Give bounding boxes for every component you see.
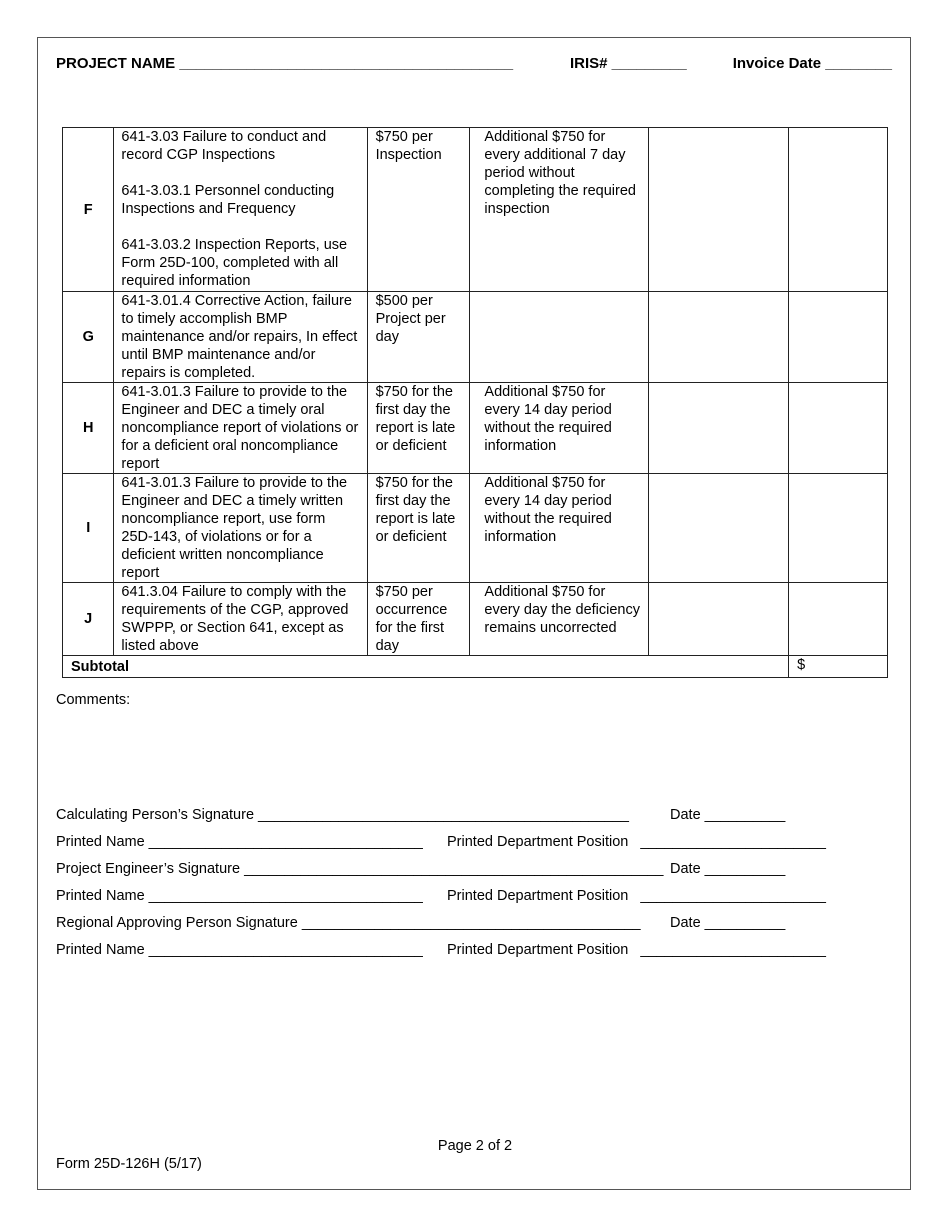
row-letter: H (63, 383, 114, 474)
row-additional: Additional $750 for every day the deficiency remains uncorrected (470, 583, 649, 656)
entry-cell[interactable] (648, 292, 788, 383)
department-position-field[interactable]: Printed Department Position _______________________ (447, 942, 826, 958)
table-row (63, 583, 888, 656)
invoice-date-field[interactable]: Invoice Date ________ (732, 55, 892, 72)
entry-cell[interactable] (648, 474, 788, 583)
row-letter: I (63, 474, 114, 583)
printed-name-line (56, 834, 876, 861)
calculating-date-field[interactable]: Date __________ (670, 807, 786, 823)
row-rate: $750 for the first day the report is late or deficient (367, 383, 470, 474)
printed-name-line (56, 888, 876, 915)
amount-cell[interactable] (789, 583, 888, 656)
printed-name-field[interactable]: Printed Name __________________________________ (56, 888, 423, 904)
engineer-date-field[interactable]: Date __________ (670, 861, 786, 877)
subtotal-label: Subtotal (63, 656, 789, 678)
table-row (63, 292, 888, 383)
regional-signature-field[interactable]: Regional Approving Person Signature __________________________________________ (56, 915, 641, 931)
row-description: 641.3.04 Failure to comply with the requirements of the CGP, approved SWPPP, or Section 641, except as listed above (114, 583, 367, 656)
subtotal-row (63, 656, 888, 678)
penalty-table (62, 127, 888, 678)
entry-cell[interactable] (648, 128, 788, 292)
row-letter: G (63, 292, 114, 383)
row-rate: $750 per occurrence for the first day (367, 583, 470, 656)
amount-cell[interactable] (789, 383, 888, 474)
row-description: 641-3.01.3 Failure to provide to the Engineer and DEC a timely oral noncompliance report of violations or for a deficient oral noncompliance report (114, 383, 367, 474)
row-additional (470, 292, 649, 383)
engineer-signature-field[interactable]: Project Engineer’s Signature ____________________________________________________ (56, 861, 664, 877)
row-description: 641-3.01.3 Failure to provide to the Engineer and DEC a timely written noncompliance report, use form 25D-143, of violations or for a deficient written noncompliance report (114, 474, 367, 583)
amount-cell[interactable] (789, 474, 888, 583)
printed-name-line (56, 942, 876, 969)
row-additional: Additional $750 for every additional 7 day period without completing the required inspection (470, 128, 649, 292)
row-description: 641-3.03 Failure to conduct and record CGP Inspections 641-3.03.1 Personnel conducting Inspections and Frequency 641-3.03.2 Inspection Reports, use Form 25D-100, completed with all required information (114, 128, 367, 292)
form-header (56, 55, 892, 72)
amount-cell[interactable] (789, 128, 888, 292)
table-row (63, 128, 888, 292)
form-id: Form 25D-126H (5/17) (56, 1156, 202, 1172)
page-number: Page 2 of 2 (437, 1138, 513, 1154)
comments-label: Comments: (56, 692, 131, 708)
entry-cell[interactable] (648, 583, 788, 656)
regional-signature-line (56, 915, 876, 942)
row-description: 641-3.01.4 Corrective Action, failure to timely accomplish BMP maintenance and/or repairs, In effect until BMP maintenance and/or repairs is completed. (114, 292, 367, 383)
row-additional: Additional $750 for every 14 day period without the required information (470, 383, 649, 474)
amount-cell[interactable] (789, 292, 888, 383)
project-name-field[interactable]: PROJECT NAME ________________________________________ (56, 55, 514, 72)
regional-date-field[interactable]: Date __________ (670, 915, 786, 931)
calculating-signature-field[interactable]: Calculating Person’s Signature ______________________________________________ (56, 807, 629, 823)
table-row (63, 474, 888, 583)
row-rate: $750 for the first day the report is late or deficient (367, 474, 470, 583)
row-letter: F (63, 128, 114, 292)
row-rate: $750 per Inspection (367, 128, 470, 292)
printed-name-field[interactable]: Printed Name __________________________________ (56, 834, 423, 850)
row-letter: J (63, 583, 114, 656)
calculating-signature-line (56, 807, 876, 834)
row-additional: Additional $750 for every 14 day period without the required information (470, 474, 649, 583)
table-row (63, 383, 888, 474)
signature-block (56, 807, 876, 969)
department-position-field[interactable]: Printed Department Position _______________________ (447, 834, 826, 850)
printed-name-field[interactable]: Printed Name __________________________________ (56, 942, 423, 958)
subtotal-amount[interactable]: $ (789, 656, 888, 678)
entry-cell[interactable] (648, 383, 788, 474)
iris-field[interactable]: IRIS# _________ (569, 55, 687, 72)
engineer-signature-line (56, 861, 876, 888)
department-position-field[interactable]: Printed Department Position _______________________ (447, 888, 826, 904)
row-rate: $500 per Project per day (367, 292, 470, 383)
